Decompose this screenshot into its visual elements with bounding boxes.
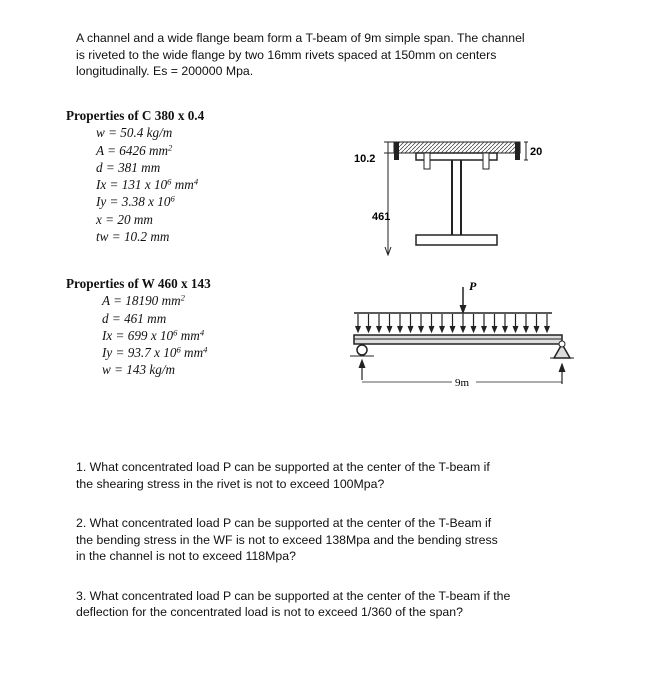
load-label: P [469,279,477,293]
udl-arrow-icon [534,326,539,332]
channel-web-dim-label: 10.2 [354,153,376,165]
channel-depth: d = 381 mm [96,159,161,175]
udl-arrow-icon [356,326,361,332]
wf-weight: w = 143 kg/m [102,362,176,378]
channel-centroid-x: x = 20 mm [96,211,153,227]
udl-arrow-icon [419,326,424,332]
channel-iy: Iy = 3.38 x $10^6$ [96,193,175,210]
wf-bottom-flange [416,235,497,245]
udl-arrow-icon [503,326,508,332]
intro-line: A channel and a wide flange beam form a T-beam of 9m simple span. The channel [76,31,525,45]
udl-arrow-icon [513,326,518,332]
left-rivet [424,153,430,169]
udl-arrow-icon [377,326,382,332]
udl-arrow-icon [524,326,529,332]
pin-icon [559,341,565,347]
udl-arrow-icon [492,326,497,332]
channel-left-flange [394,142,399,160]
channel-properties [66,107,204,245]
question-line: the shearing stress in the rivet is not to exceed 100Mpa? [76,476,385,491]
question-line: 2. What concentrated load P can be supported at the center of the T-Beam if [76,516,492,530]
udl-arrow-icon [429,326,434,332]
t-beam-diagram [340,130,580,410]
channel-depth-dim-label: 20 [530,146,543,158]
question-line: the bending stress in the WF is not to exceed 138Mpa and the bending stress [76,532,498,547]
question-line: 3. What concentrated load P can be supported at the center of the T-beam if the [76,588,511,603]
udl-arrow-icon [387,326,392,332]
udl-arrow-icon [545,326,550,332]
question-2 [76,515,576,565]
channel-weight: w = 50.4 kg/m [96,125,173,141]
channel-ix: Ix = 131 x $10^6$ $mm^4$ [96,176,199,193]
right-rivet [483,153,489,169]
cross-section [354,142,542,255]
udl-arrow-icon [461,326,466,332]
channel-properties-title: Properties of C 380 x 0.4 [66,108,205,123]
wf-depth: d = 461 mm [102,310,167,326]
span-label: 9m [455,377,470,389]
question-line: in the channel is not to exceed 118Mpa? [76,549,296,563]
intro-line: is riveted to the wide flange by two 16mm rivets spaced at 150mm on centers [76,47,497,62]
beam-elevation [350,279,574,389]
load-arrow-icon [460,305,466,313]
left-roller-support [357,345,367,355]
udl-arrow-icon [471,326,476,332]
wf-ix: Ix = 699 x $10^6$ $mm^4$ [102,327,205,343]
udl-arrow-icon [450,326,455,332]
channel-web-thickness: tw = 10.2 mm [96,229,170,245]
wide-flange-properties [66,275,211,379]
questions [76,459,576,644]
question-line: deflection for the concentrated load is not to exceed 1/360 of the span? [76,605,463,619]
question-line: 1. What concentrated load P can be supported at the center of the T-beam if [76,460,490,474]
wide-flange-properties-title: Properties of W 460 x 143 [66,276,211,291]
udl-arrow-icon [408,326,413,332]
channel-area: A = 6426 $mm^2$ [96,141,173,158]
udl-arrow-icon [440,326,445,332]
right-reaction-arrow-icon [559,364,565,372]
intro-line: longitudinally. Es = 200000 Mpa. [76,64,254,78]
wf-iy: Iy = 93.7 x $10^6$ $mm^4$ [102,344,208,361]
udl-arrow-icon [398,326,403,332]
wf-depth-dim-label: 461 [372,211,391,223]
channel-web [394,142,520,153]
problem-statement [76,30,576,80]
channel-right-flange [515,142,520,160]
udl-arrow-icon [366,326,371,332]
left-reaction-arrow-icon [359,360,365,368]
wf-area: A = 18190 $mm^2$ [102,292,185,309]
question-3 [76,588,576,621]
udl-arrow-icon [482,326,487,332]
question-1 [76,459,576,492]
distributed-load [356,314,550,332]
